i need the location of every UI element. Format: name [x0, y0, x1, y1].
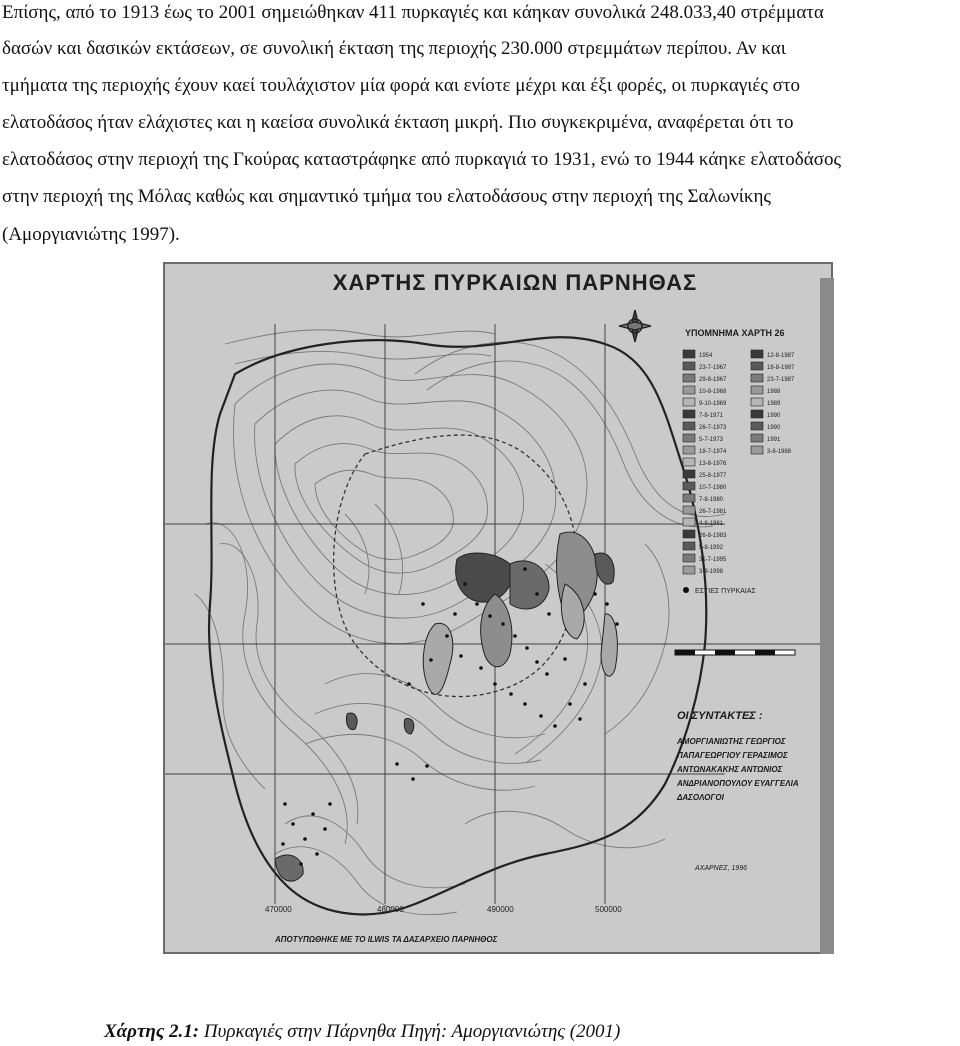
- legend-label: 26-7-1973: [699, 425, 727, 431]
- paragraph-line: Επίσης, από το 1913 έως το 2001 σημειώθηκαν 411 πυρκαγιές και κάηκαν συνολικά 248.033,40 στρέμματα: [2, 2, 824, 23]
- legend-swatch: [683, 434, 695, 442]
- author-name: ΑΝΔΡΙΑΝΟΠΟΥΛΟΥ ΕΥΑΓΓΕΛΙΑ: [677, 779, 799, 788]
- legend-label: 4-8-1981: [699, 521, 724, 527]
- legend-label: 5-7-1973: [699, 437, 724, 443]
- legend-label: 26-7-1981: [699, 509, 727, 515]
- grid-label: 500000: [595, 905, 622, 914]
- legend-swatch: [751, 362, 763, 370]
- map-svg: [165, 264, 831, 952]
- legend-swatch: [751, 422, 763, 430]
- grid-label: 470000: [265, 905, 292, 914]
- paragraph-line: στην περιοχή της Μόλας καθώς και σημαντικό τμήμα του ελατοδάσους στην περιοχή της Σαλωνίκης: [2, 186, 771, 207]
- fire-map-figure: [163, 262, 833, 954]
- author-name: ΠΑΠΑΓΕΩΡΓΙΟΥ ΓΕΡΑΣΙΜΟΣ: [677, 751, 788, 760]
- legend-label: 5-8-1992: [699, 545, 724, 551]
- caption-label: Χάρτης 2.1:: [104, 1021, 200, 1042]
- scan-edge: [820, 278, 834, 954]
- legend-swatch: [751, 434, 763, 442]
- legend-label: 23-7-1967: [699, 365, 727, 371]
- legend-title: ΥΠΟΜΝΗΜΑ ΧΑΡΤΗ 26: [685, 328, 785, 338]
- legend-label: 1954: [699, 353, 713, 359]
- legend-swatch: [683, 494, 695, 502]
- legend-swatch: [683, 350, 695, 358]
- legend-swatch: [683, 542, 695, 550]
- legend-swatch: [683, 374, 695, 382]
- map-title: ΧΑΡΤΗΣ ΠΥΡΚΑΙΩΝ ΠΑΡΝΗΘΑΣ: [332, 270, 698, 295]
- legend-label: 1989: [767, 401, 781, 407]
- caption-text: Πυρκαγιές στην Πάρνηθα Πηγή: Αμοργιανιώτης (2001): [199, 1021, 621, 1042]
- paragraph-line: ελατοδάσος στην περιοχή της Γκούρας καταστράφηκε από πυρκαγιά το 1931, ενώ το 1944 κάηκε ελατοδάσος: [2, 149, 841, 170]
- legend-swatch: [751, 386, 763, 394]
- legend-label: 18-7-1974: [699, 449, 727, 455]
- authors-heading: ΟΙ ΣΥΝΤΑΚΤΕΣ :: [677, 710, 763, 722]
- legend-label: 18-8-1987: [767, 365, 795, 371]
- paragraph-line: δασών και δασικών εκτάσεων, σε συνολική έκταση της περιοχής 230.000 στρεμμάτων περίπου. Αν και: [2, 38, 786, 59]
- legend-label: 3-8-1988: [767, 449, 792, 455]
- paragraph-line: ελατοδάσος ήταν ελάχιστες και η καείσα συνολικά έκταση μικρή. Πιο συγκεκριμένα, αναφέρεται ότι το: [2, 112, 794, 133]
- author-name: ΑΝΤΩΝΑΚΑΚΗΣ ΑΝΤΩΝΙΟΣ: [677, 765, 783, 774]
- legend-swatch: [683, 422, 695, 430]
- legend-swatch: [683, 446, 695, 454]
- legend-swatch: [751, 374, 763, 382]
- legend-label: 26-8-1983: [699, 533, 727, 539]
- place-date: ΑΧΑΡΝΕΣ, 1996: [695, 865, 748, 872]
- ignition-point-symbol: [683, 587, 689, 593]
- legend-swatch: [751, 350, 763, 358]
- legend-swatch: [683, 506, 695, 514]
- figure-caption: [104, 1020, 620, 1044]
- legend-label: 7-8-1980: [699, 497, 724, 503]
- legend-label: 1990: [767, 413, 781, 419]
- legend-label: 23-7-1987: [767, 377, 795, 383]
- legend-label: 10-7-1980: [699, 485, 727, 491]
- paragraph-line: τμήματα της περιοχής έχουν καεί τουλάχιστον μία φορά και ενίοτε μέχρι και έξι φορές, οι πυρκαγιές στο: [2, 75, 800, 96]
- legend-label: 29-8-1967: [699, 377, 727, 383]
- scale-bar: [675, 650, 795, 655]
- legend-swatch: [683, 470, 695, 478]
- map-footer: ΑΠΟΤΥΠΩΘΗΚΕ ΜΕ ΤΟ ILWIS ΤΑ ΔΑΣΑΡΧΕΙΟ ΠΑΡΝΗΘΟΣ: [275, 935, 498, 944]
- legend-swatch: [751, 410, 763, 418]
- author-name: ΑΜΟΡΓΙΑΝΙΩΤΗΣ ΓΕΩΡΓΙΟΣ: [677, 737, 786, 746]
- legend-label: 12-8-1987: [767, 353, 795, 359]
- legend-swatch: [683, 386, 695, 394]
- legend-swatch: [683, 362, 695, 370]
- legend-swatch: [751, 398, 763, 406]
- legend-label: 25-8-1977: [699, 473, 727, 479]
- legend-swatch: [751, 446, 763, 454]
- legend-swatch: [683, 554, 695, 562]
- legend-point-label: ΕΣΤΙΕΣ ΠΥΡΚΑΙΑΣ: [695, 588, 756, 595]
- legend-label: 10-8-1968: [699, 389, 727, 395]
- legend-label: 3-8-1998: [699, 569, 724, 575]
- legend-label: 31-7-1995: [699, 557, 727, 563]
- legend-label: 1988: [767, 389, 781, 395]
- legend-swatch: [683, 518, 695, 526]
- legend-swatch: [683, 398, 695, 406]
- legend-label: 9-10-1969: [699, 401, 727, 407]
- author-name: ΔΑΣΟΛΟΓΟΙ: [677, 793, 724, 802]
- legend-label: 1991: [767, 437, 781, 443]
- grid-label: 490000: [487, 905, 514, 914]
- legend-swatch: [683, 566, 695, 574]
- legend-swatch: [683, 530, 695, 538]
- legend-swatch: [683, 482, 695, 490]
- paragraph-line: (Αμοργιανιώτης 1997).: [2, 224, 180, 245]
- legend-swatch: [683, 410, 695, 418]
- legend-label: 1990: [767, 425, 781, 431]
- grid-label: 480000: [377, 905, 404, 914]
- legend-label: 7-8-1971: [699, 413, 724, 419]
- legend-swatch: [683, 458, 695, 466]
- legend-label: 13-8-1976: [699, 461, 727, 467]
